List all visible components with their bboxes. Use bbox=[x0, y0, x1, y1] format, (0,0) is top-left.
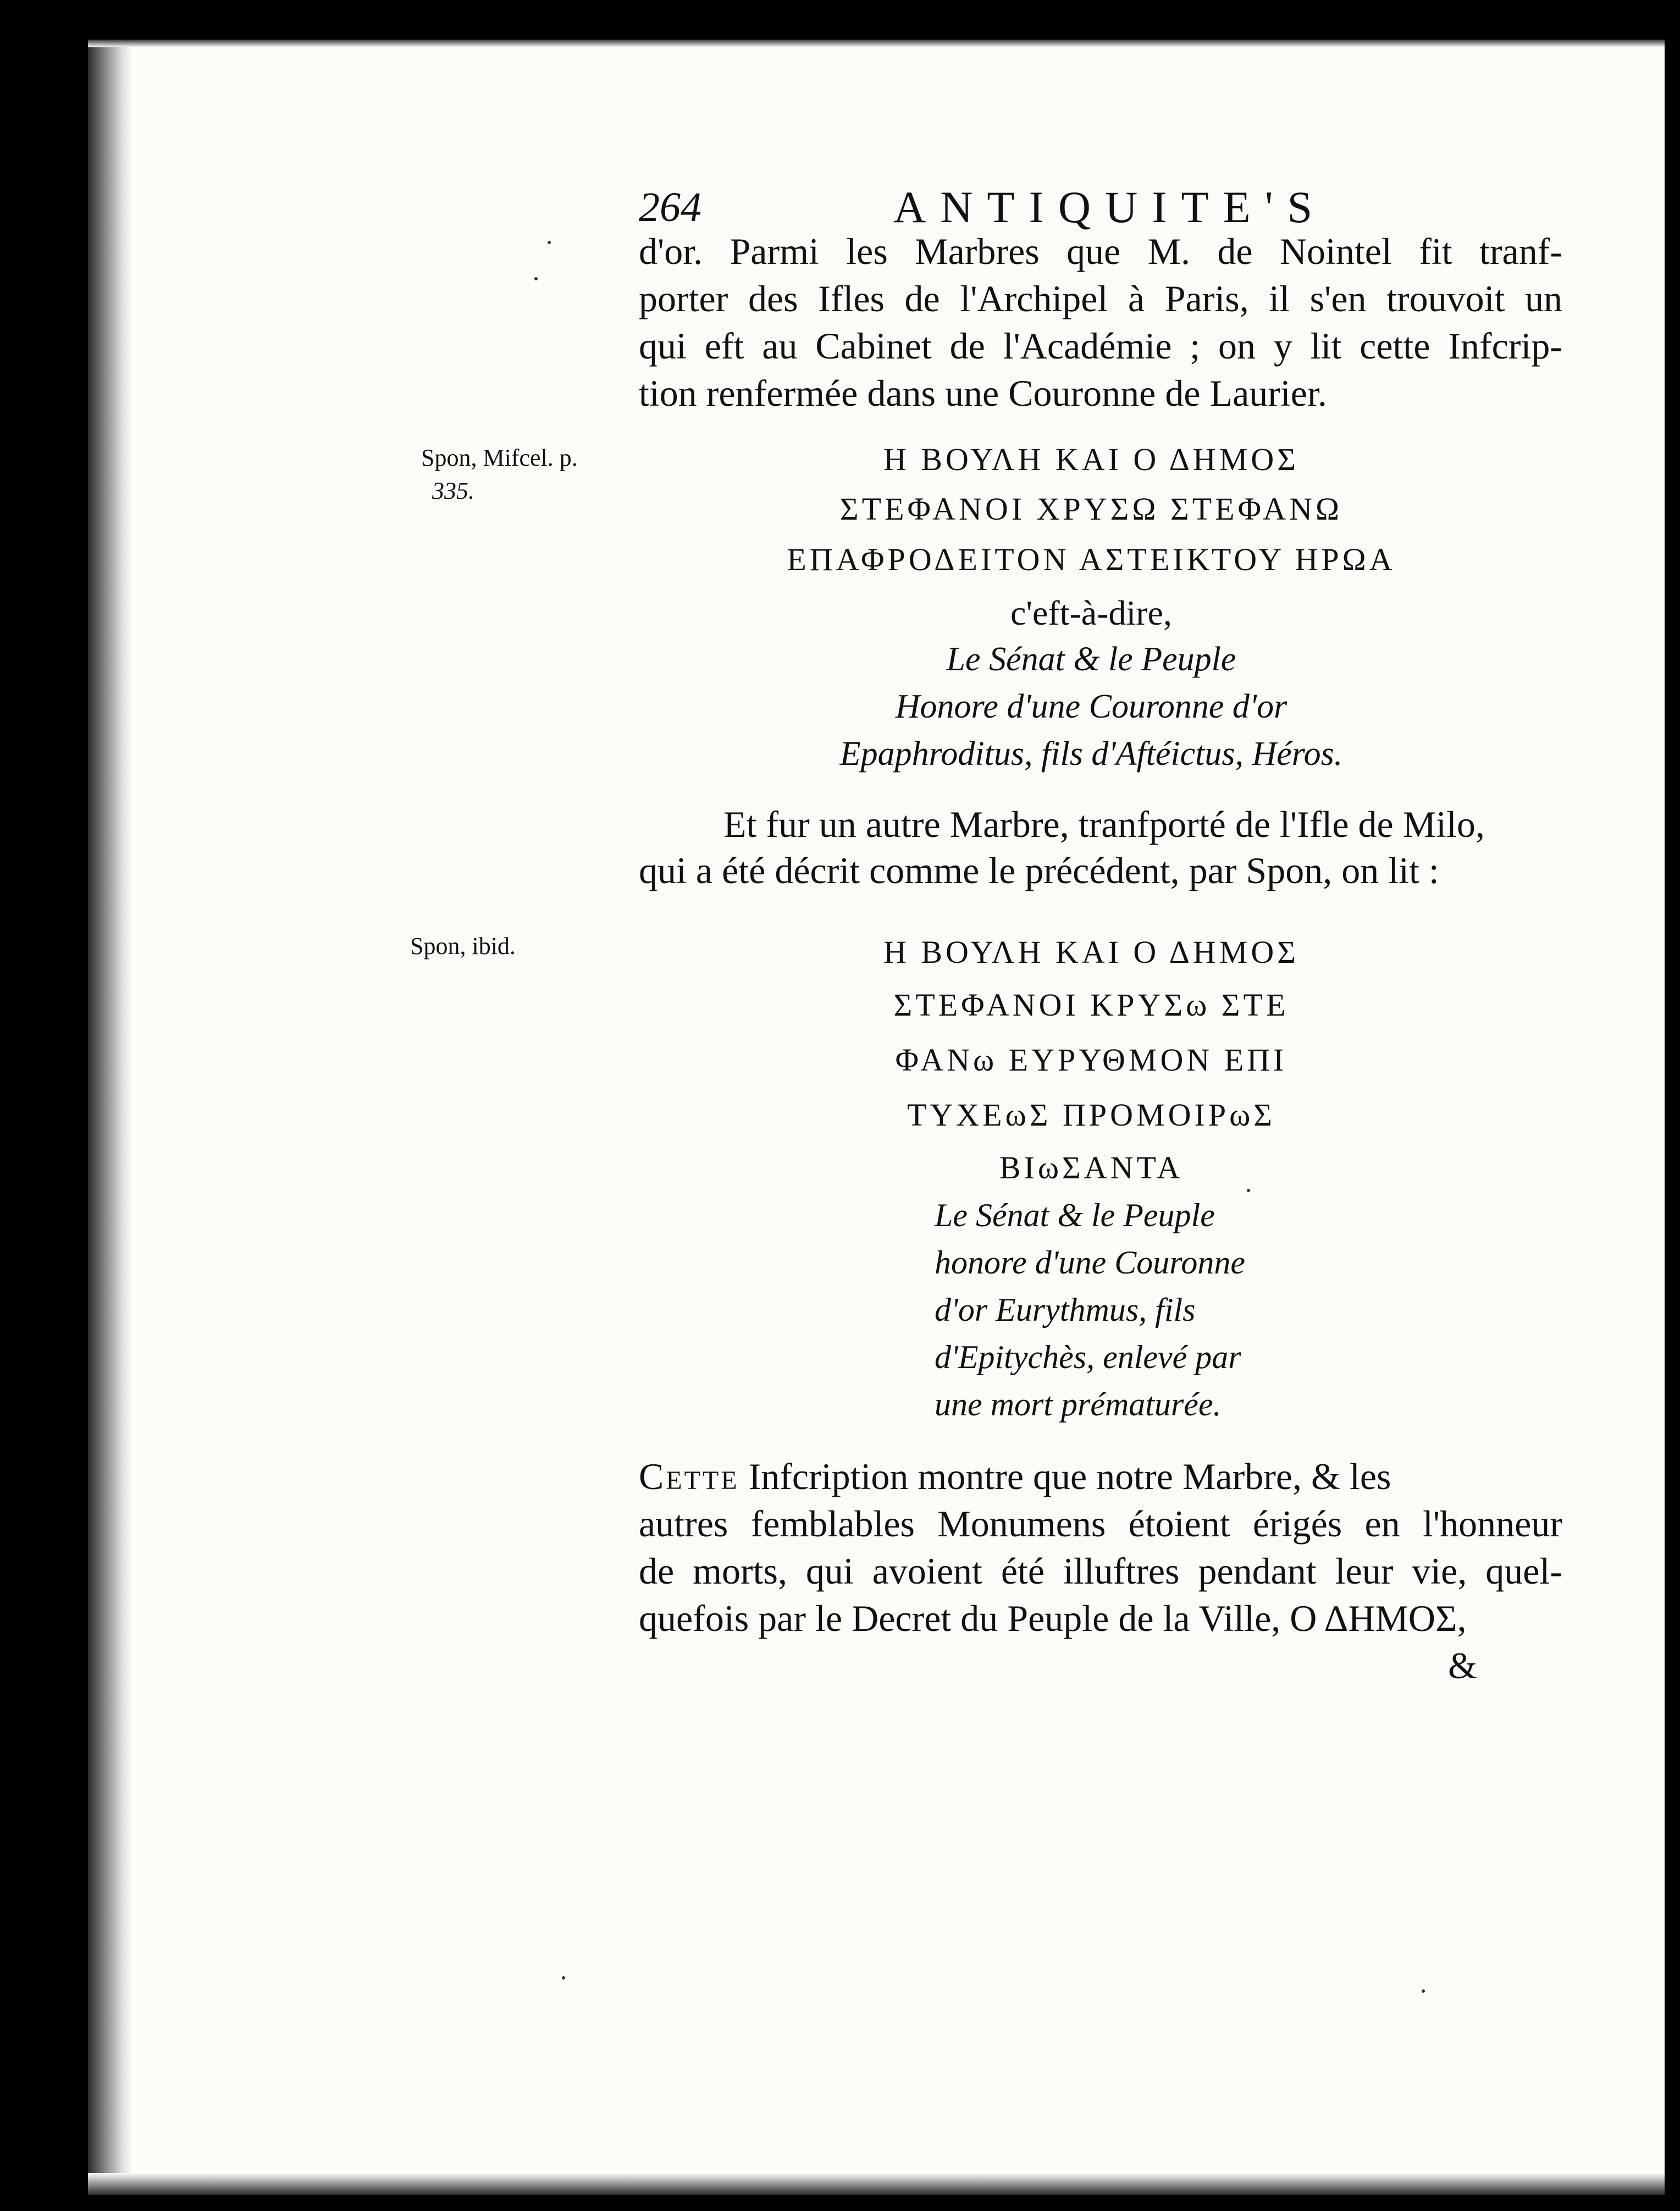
inscription1-greek-line-2: ΣΤΕΦΑΝΟΙ ΧΡΥΣΩ ΣΤΕΦΑΝΩ bbox=[839, 491, 1343, 527]
para3-line-4: quefois par le Decret du Peuple de la Ville, Ο ΔΗΜΟΣ, bbox=[639, 1597, 1467, 1639]
ink-speck bbox=[548, 241, 551, 244]
margin-note-spon-miscel: Spon, Mifcel. p. bbox=[421, 444, 578, 471]
inscription2-greek-line-5: ΒΙωΣΑΝΤΑ bbox=[999, 1150, 1184, 1186]
inscription1-greek-line-3: ΕΠΑΦΡΟΔΕΙΤΟΝ ΑΣΤΕΙΚΤΟΥ ΗΡΩΑ bbox=[787, 542, 1396, 577]
inscription1-translation-line-2: Honore d'une Couronne d'or bbox=[895, 688, 1287, 725]
page-top-edge bbox=[88, 40, 1665, 47]
para3-initial-word: Cette bbox=[639, 1455, 739, 1497]
inscription1-translation-line-1: Le Sénat & le Peuple bbox=[946, 641, 1236, 678]
para3-line-1 bbox=[639, 1453, 1391, 1500]
para2-line-1: Et fur un autre Marbre, tranfporté de l'Ifle de Milo, bbox=[723, 803, 1485, 845]
page-gutter-shadow bbox=[88, 40, 132, 2195]
page-number: 264 bbox=[639, 184, 701, 230]
para1-line-2: porter des Ifles de l'Archipel à Paris, il s'en trouvoit un bbox=[639, 278, 1562, 319]
ink-speck bbox=[1422, 1989, 1425, 1993]
running-title: ANTIQUITE'S bbox=[893, 182, 1327, 232]
cest-a-dire: c'eft-à-dire, bbox=[1010, 593, 1172, 632]
ink-speck bbox=[1247, 1189, 1250, 1192]
inscription2-greek-line-2: ΣΤΕΦΑΝΟΙ ΚΡΥΣω ΣΤΕ bbox=[893, 987, 1289, 1023]
inscription2-greek-line-4: ΤΥΧΕωΣ ΠΡΟΜΟΙΡωΣ bbox=[907, 1097, 1276, 1133]
inscription1-translation-line-3: Epaphroditus, fils d'Aftéictus, Héros. bbox=[839, 735, 1343, 773]
para3-line-1-rest: Infcription montre que notre Marbre, & les bbox=[739, 1455, 1391, 1497]
para1-line-1: d'or. Parmi les Marbres que M. de Nointel fit tranf- bbox=[639, 230, 1562, 272]
inscription2-translation-line-3: d'or Eurythmus, fils bbox=[935, 1292, 1196, 1328]
catchword: & bbox=[1448, 1645, 1477, 1686]
para1-line-3: qui eft au Cabinet de l'Académie ; on y lit cette Infcrip- bbox=[639, 325, 1562, 367]
book-page bbox=[88, 40, 1665, 2195]
margin-note-page: 335. bbox=[432, 477, 474, 504]
inscription2-translation-line-2: honore d'une Couronne bbox=[935, 1244, 1245, 1281]
inscription2-translation-line-4: d'Epitychès, enlevé par bbox=[935, 1339, 1241, 1375]
ink-speck bbox=[534, 277, 538, 280]
page-bottom-edge bbox=[88, 2173, 1665, 2195]
margin-note-spon-ibid: Spon, ibid. bbox=[410, 933, 516, 960]
para1-line-4: tion renfermée dans une Couronne de Laurier. bbox=[639, 372, 1327, 414]
ink-speck bbox=[562, 1976, 565, 1980]
para3-line-2: autres femblables Monumens étoient érigés en l'honneur bbox=[639, 1503, 1562, 1545]
inscription2-translation-line-5: une mort prématurée. bbox=[935, 1386, 1222, 1422]
inscription1-greek-line-1: Η ΒΟΥΛΗ ΚΑΙ Ο ΔΗΜΟΣ bbox=[883, 442, 1300, 477]
inscription2-greek-line-1: Η ΒΟΥΛΗ ΚΑΙ Ο ΔΗΜΟΣ bbox=[883, 934, 1300, 970]
inscription2-translation-line-1: Le Sénat & le Peuple bbox=[935, 1197, 1215, 1233]
para3-line-3: de morts, qui avoient été illuftres pendant leur vie, quel- bbox=[639, 1550, 1562, 1592]
inscription2-greek-line-3: ΦΑΝω ΕΥΡΥΘΜΟΝ ΕΠΙ bbox=[895, 1042, 1287, 1078]
para2-line-2: qui a été décrit comme le précédent, par Spon, on lit : bbox=[639, 850, 1439, 891]
